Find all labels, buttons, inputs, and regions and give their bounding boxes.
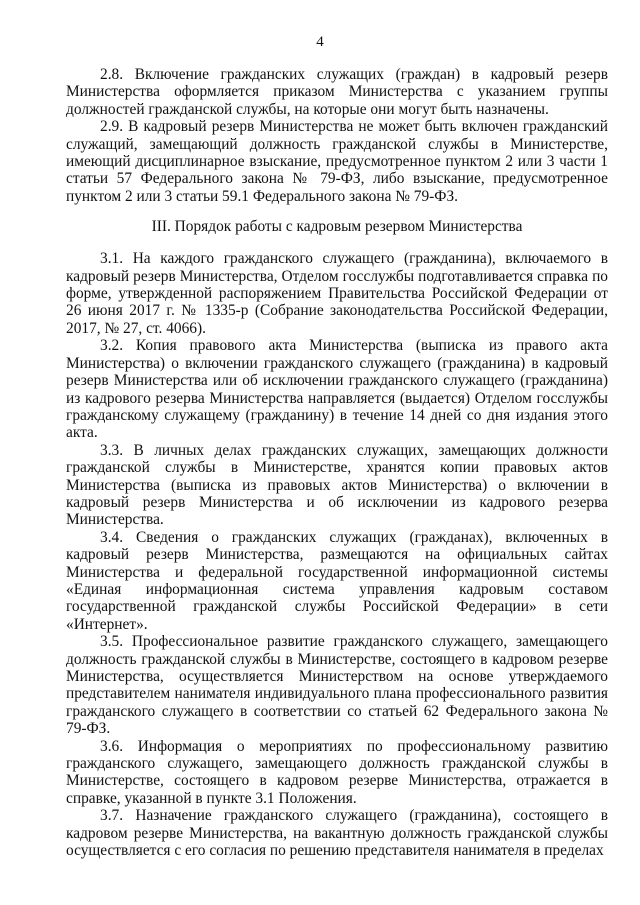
paragraph-3-7: 3.7. Назначение гражданского служащего (гражданина), состоящего в кадровом резерве Министерства, на вакантную должность гражданской службы осуществляется с его согласия по решению представителя нанимателя в пределах xyxy=(66,807,608,860)
paragraph-3-6: 3.6. Информация о мероприятиях по профессиональному развитию гражданского служащего, замещающего должность гражданской службы в Министерстве, состоящего в кадровом резерве Министерства, отражается в справке, указанной в пункте 3.1 Положения. xyxy=(66,737,608,807)
paragraph-3-5: 3.5. Профессиональное развитие гражданского служащего, замещающего должность гражданской службы в Министерстве, состоящего в кадровом резерве Министерства, осуществляется Министерством на основе утверждаемого представителем нанимателя индивидуального плана профессионального развития гражданского служащего в соответствии со статьей 62 Федерального закона № 79-ФЗ. xyxy=(66,633,608,738)
paragraph-2-8: 2.8. Включение гражданских служащих (граждан) в кадровый резерв Министерства оформляется приказом Министерства с указанием группы должностей гражданской службы, на которые они могут быть назначены. xyxy=(66,66,608,118)
paragraph-3-2: 3.2. Копия правового акта Министерства (выписка из правого акта Министерства) о включении гражданского служащего (гражданина) в кадровый резерв Министерства или об исключении гражданского служащего (гражданина) из кадрового резерва Министерства направляется (выдается) Отделом госслужбы гражданскому служащему (гражданину) в течение 14 дней со дня издания этого акта. xyxy=(66,337,608,442)
paragraph-3-4: 3.4. Сведения о гражданских служащих (гражданах), включенных в кадровый резерв Министерства, размещаются на официальных сайтах Министерства и федеральной государственной информационной системы «Единая информационная система управления кадровым составом государственной гражданской службы Российской Федерации» в сети «Интернет». xyxy=(66,528,608,633)
page-number: 4 xyxy=(316,34,324,50)
paragraph-2-9: 2.9. В кадровый резерв Министерства не может быть включен гражданский служащий, замещающий должность гражданской службы в Министерстве, имеющий дисциплинарное взыскание, предусмотренное пунктом 2 или 3 части 1 статьи 57 Федерального закона № 79-ФЗ, либо взыскание, предусмотренное пунктом 2 или 3 статьи 59.1 Федерального закона № 79-ФЗ. xyxy=(66,118,608,205)
section-heading: III. Порядок работы с кадровым резервом Министерства xyxy=(151,218,523,236)
paragraph-3-1: 3.1. На каждого гражданского служащего (гражданина), включаемого в кадровый резерв Министерства, Отделом госслужбы подготавливается справка по форме, утвержденной распоряжением Правительства Российской Федерации от 26 июня 2017 г. № 1335-р (Собрание законодательства Российской Федерации, 2017, № 27, ст. 4066). xyxy=(66,250,608,337)
paragraph-3-3: 3.3. В личных делах гражданских служащих, замещающих должности гражданской службы в Министерстве, хранятся копии правовых актов Министерства (выписка из правовых актов Министерства) о включении в кадровый резерв Министерства и об исключении из кадрового резерва Министерства. xyxy=(66,441,608,529)
document-body xyxy=(66,66,608,859)
